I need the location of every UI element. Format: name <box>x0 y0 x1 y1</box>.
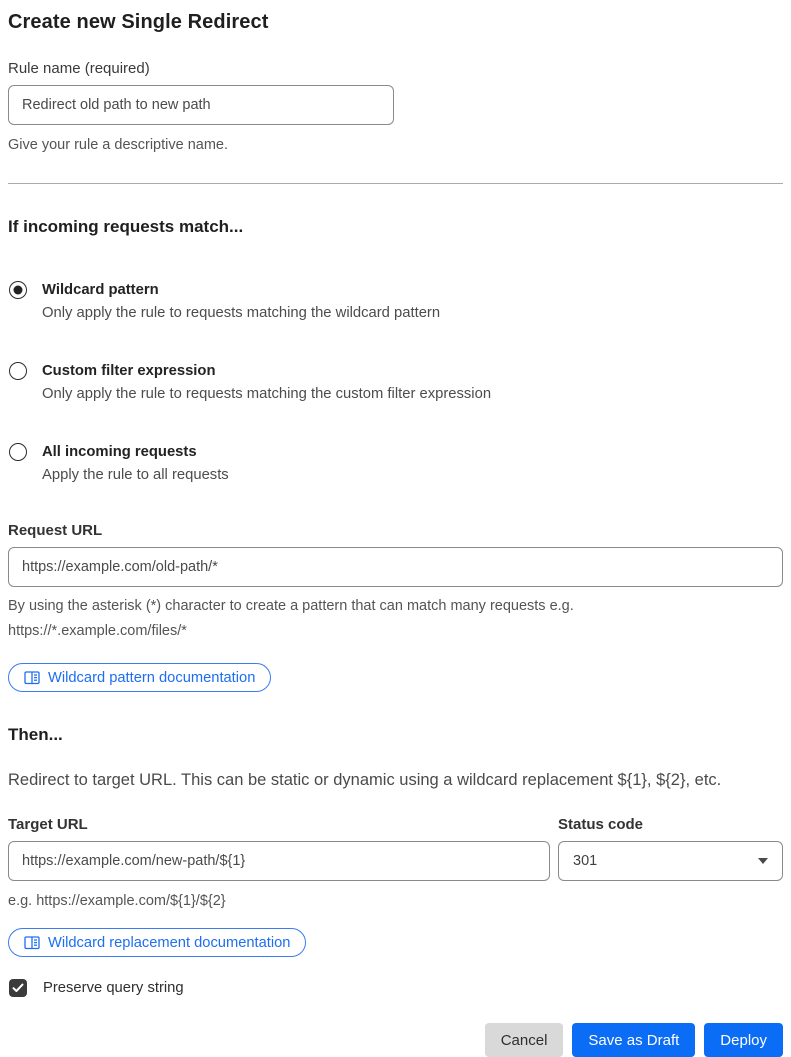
radio-description: Apply the rule to all requests <box>42 467 229 483</box>
match-section-heading: If incoming requests match... <box>8 217 244 236</box>
radio-description: Only apply the rule to requests matching the custom filter expression <box>42 386 492 402</box>
preserve-query-string-checkbox-row[interactable] <box>8 979 783 997</box>
save-as-draft-button[interactable]: Save as Draft <box>572 1023 695 1057</box>
request-url-label: Request URL <box>8 522 103 539</box>
rule-name-helper: Give your rule a descriptive name. <box>8 137 229 153</box>
preserve-query-string-label: Preserve query string <box>43 980 184 996</box>
target-url-label: Target URL <box>8 816 88 833</box>
radio-button-icon[interactable] <box>9 281 27 299</box>
cancel-button[interactable]: Cancel <box>485 1023 564 1057</box>
radio-button-icon[interactable] <box>9 443 27 461</box>
request-url-helper-line2: https://*.example.com/files/* <box>8 623 187 639</box>
then-section-heading: Then... <box>8 725 63 744</box>
request-url-helper <box>8 594 783 644</box>
rule-name-input[interactable] <box>8 85 394 125</box>
rule-name-label: Rule name (required) <box>8 60 150 77</box>
doc-button-label: Wildcard replacement documentation <box>48 934 291 951</box>
page-title: Create new Single Redirect <box>8 11 269 33</box>
checkbox-checked-icon[interactable] <box>9 979 27 997</box>
radio-label: All incoming requests <box>42 444 197 460</box>
wildcard-pattern-docs-button[interactable] <box>8 663 271 692</box>
radio-label: Custom filter expression <box>42 363 216 379</box>
target-row <box>8 816 783 914</box>
status-code-value: 301 <box>573 853 598 869</box>
status-code-select[interactable] <box>558 841 783 881</box>
chevron-down-icon <box>758 858 768 864</box>
book-icon <box>24 936 40 950</box>
request-url-helper-line1: By using the asterisk (*) character to create a pattern that can match many requests e.g. <box>8 598 574 614</box>
radio-button-icon[interactable] <box>9 362 27 380</box>
deploy-button[interactable]: Deploy <box>704 1023 783 1057</box>
target-url-helper: e.g. https://example.com/${1}/${2} <box>8 893 226 909</box>
radio-custom-filter-expression[interactable] <box>8 360 783 406</box>
wildcard-replacement-docs-button[interactable] <box>8 928 306 957</box>
request-url-input[interactable] <box>8 547 783 587</box>
book-icon <box>24 671 40 685</box>
match-type-radio-group <box>8 279 783 487</box>
radio-description: Only apply the rule to requests matching the wildcard pattern <box>42 305 441 321</box>
radio-label: Wildcard pattern <box>42 282 159 298</box>
doc-button-label: Wildcard pattern documentation <box>48 669 256 686</box>
footer-actions <box>8 1023 783 1057</box>
target-url-input[interactable] <box>8 841 550 881</box>
radio-wildcard-pattern[interactable] <box>8 279 783 325</box>
section-divider <box>8 183 783 184</box>
radio-all-incoming-requests[interactable] <box>8 441 783 487</box>
status-code-label: Status code <box>558 816 644 833</box>
then-description: Redirect to target URL. This can be static or dynamic using a wildcard replacement ${1}, ${2}, etc. <box>8 771 722 789</box>
